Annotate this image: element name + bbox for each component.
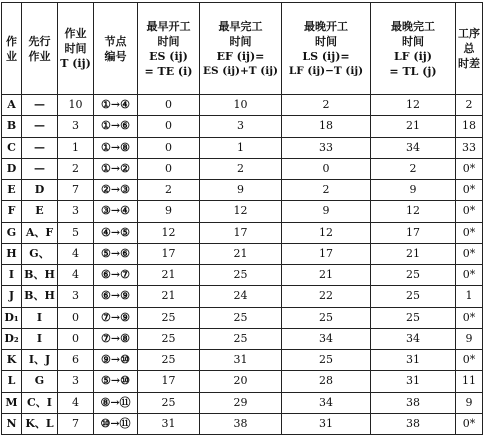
cell-predecessor: — (22, 158, 58, 179)
cell-es: 0 (138, 137, 200, 158)
header-line: 作业 (28, 49, 51, 63)
cell-ef: 25 (200, 307, 282, 328)
cell-lf: 2 (371, 158, 456, 179)
cell-lf: 12 (371, 95, 456, 116)
cell-es: 31 (138, 413, 200, 434)
cell-lf: 21 (371, 243, 456, 264)
cell-predecessor: B、H (22, 286, 58, 307)
cell-lf: 12 (371, 201, 456, 222)
cell-total-slack: 18 (456, 116, 483, 137)
schedule-table (1, 2, 483, 435)
cell-task: B (2, 116, 22, 137)
header-line: T (ij) (60, 57, 91, 70)
cell-total-slack: 0* (456, 201, 483, 222)
cell-duration: 10 (58, 95, 94, 116)
cell-ls: 22 (282, 286, 371, 307)
cell-ef: 9 (200, 180, 282, 201)
cell-es: 25 (138, 392, 200, 413)
cell-ef: 31 (200, 350, 282, 371)
header-line: EF (ij)= (216, 49, 265, 63)
header-line: 最晚完工 (391, 19, 435, 33)
cell-ls: 0 (282, 158, 371, 179)
cell-ls: 34 (282, 328, 371, 349)
cell-ef: 21 (200, 243, 282, 264)
table-row (2, 392, 483, 413)
header-line: 最晚开工 (304, 19, 348, 33)
cell-duration: 0 (58, 328, 94, 349)
header-line: 时间 (229, 34, 252, 48)
cell-lf: 34 (371, 137, 456, 158)
cell-es: 25 (138, 307, 200, 328)
header-line: 最早开工 (146, 19, 191, 33)
cell-duration: 3 (58, 201, 94, 222)
table-row (2, 328, 483, 349)
cell-predecessor: I、J (22, 350, 58, 371)
cell-predecessor: C、I (22, 392, 58, 413)
cell-es: 21 (138, 286, 200, 307)
cell-es: 17 (138, 243, 200, 264)
cell-ef: 20 (200, 371, 282, 392)
cell-total-slack: 1 (456, 286, 483, 307)
cell-duration: 7 (58, 413, 94, 434)
table-row (2, 243, 483, 264)
cell-duration: 7 (58, 180, 94, 201)
cell-predecessor: — (22, 116, 58, 137)
cell-ef: 17 (200, 222, 282, 243)
cell-duration: 4 (58, 392, 94, 413)
cell-ls: 2 (282, 180, 371, 201)
header-predecessor (22, 3, 58, 95)
cell-total-slack: 0* (456, 158, 483, 179)
cell-predecessor: G (22, 371, 58, 392)
cell-ef: 1 (200, 137, 282, 158)
header-line: LF (ij) (394, 49, 432, 63)
header-ls (282, 3, 371, 95)
cell-lf: 31 (371, 371, 456, 392)
cell-node: ⑧→⑪ (94, 392, 138, 413)
header-line: 编号 (104, 49, 127, 63)
cell-es: 25 (138, 350, 200, 371)
header-line: LS (ij)= (302, 49, 350, 63)
cell-task: M (2, 392, 22, 413)
cell-node: ①→② (94, 158, 138, 179)
cell-ls: 18 (282, 116, 371, 137)
header-line: LF (ij)−T (ij) (288, 64, 364, 77)
cell-node: ⑤→⑩ (94, 371, 138, 392)
header-task (2, 3, 22, 95)
table-row (2, 350, 483, 371)
cell-total-slack: 0* (456, 307, 483, 328)
cell-ef: 25 (200, 328, 282, 349)
cell-predecessor: B、H (22, 265, 58, 286)
cell-node: ①→④ (94, 95, 138, 116)
cell-task: F (2, 201, 22, 222)
cell-es: 12 (138, 222, 200, 243)
table-row (2, 95, 483, 116)
cell-lf: 25 (371, 286, 456, 307)
cell-node: ①→⑧ (94, 137, 138, 158)
cell-task: I (2, 265, 22, 286)
cell-ls: 25 (282, 350, 371, 371)
cell-predecessor: I (22, 328, 58, 349)
header-line: 业 (6, 49, 17, 63)
table-row (2, 222, 483, 243)
cell-duration: 5 (58, 222, 94, 243)
table-row (2, 201, 483, 222)
cell-node: ①→⑥ (94, 116, 138, 137)
table-row (2, 371, 483, 392)
cell-duration: 3 (58, 116, 94, 137)
header-lf (371, 3, 456, 95)
header-total-slack (456, 3, 483, 95)
header-line: 时间 (315, 34, 337, 48)
cell-predecessor: E (22, 201, 58, 222)
cell-task: G (2, 222, 22, 243)
cell-predecessor: A、F (22, 222, 58, 243)
cell-node: ⑥→⑦ (94, 265, 138, 286)
cell-duration: 0 (58, 307, 94, 328)
cell-es: 17 (138, 371, 200, 392)
cell-lf: 25 (371, 265, 456, 286)
cell-node: ②→③ (94, 180, 138, 201)
cell-ls: 33 (282, 137, 371, 158)
header-duration (58, 3, 94, 95)
cell-predecessor: D (22, 180, 58, 201)
cell-ls: 34 (282, 392, 371, 413)
cell-task: D₁ (2, 307, 22, 328)
cell-task: C (2, 137, 22, 158)
cell-task: L (2, 371, 22, 392)
cell-es: 9 (138, 201, 200, 222)
cell-total-slack: 33 (456, 137, 483, 158)
cell-node: ④→⑤ (94, 222, 138, 243)
cell-total-slack: 0* (456, 222, 483, 243)
cell-node: ⑩→⑪ (94, 413, 138, 434)
cell-lf: 17 (371, 222, 456, 243)
cell-es: 0 (138, 116, 200, 137)
cell-duration: 1 (58, 137, 94, 158)
cell-duration: 4 (58, 265, 94, 286)
header-line: ES (ij) (149, 49, 188, 63)
cell-node: ⑦→⑨ (94, 307, 138, 328)
cell-ef: 12 (200, 201, 282, 222)
cell-task: J (2, 286, 22, 307)
cell-ef: 25 (200, 265, 282, 286)
header-es (138, 3, 200, 95)
header-line: ES (ij)+T (ij) (203, 64, 278, 77)
table-row (2, 137, 483, 158)
cell-es: 25 (138, 328, 200, 349)
header-line: 总 (463, 42, 475, 55)
cell-total-slack: 0* (456, 413, 483, 434)
table-row (2, 286, 483, 307)
cell-ls: 28 (282, 371, 371, 392)
cell-predecessor: G、 (22, 243, 58, 264)
cell-lf: 9 (371, 180, 456, 201)
cell-es: 0 (138, 95, 200, 116)
cell-es: 2 (138, 180, 200, 201)
cell-duration: 3 (58, 371, 94, 392)
cell-total-slack: 11 (456, 371, 483, 392)
cell-lf: 34 (371, 328, 456, 349)
cell-total-slack: 0* (456, 350, 483, 371)
cell-lf: 21 (371, 116, 456, 137)
cell-ls: 25 (282, 307, 371, 328)
cell-duration: 6 (58, 350, 94, 371)
cell-duration: 2 (58, 158, 94, 179)
cell-duration: 4 (58, 243, 94, 264)
table-row (2, 116, 483, 137)
cell-node: ③→④ (94, 201, 138, 222)
cell-ls: 17 (282, 243, 371, 264)
cell-ls: 9 (282, 201, 371, 222)
cell-task: D (2, 158, 22, 179)
cell-predecessor: I (22, 307, 58, 328)
cell-ls: 21 (282, 265, 371, 286)
header-line: 时间 (402, 34, 424, 48)
table-row (2, 265, 483, 286)
cell-task: N (2, 413, 22, 434)
header-line: 节点 (104, 34, 127, 48)
cell-duration: 3 (58, 286, 94, 307)
header-line: 最早完工 (218, 19, 263, 33)
header-line: 时差 (458, 57, 480, 70)
cell-ef: 3 (200, 116, 282, 137)
cell-lf: 25 (371, 307, 456, 328)
header-row (2, 3, 483, 95)
cell-ls: 2 (282, 95, 371, 116)
cell-task: D₂ (2, 328, 22, 349)
cell-total-slack: 0* (456, 243, 483, 264)
cell-lf: 38 (371, 392, 456, 413)
cell-ef: 10 (200, 95, 282, 116)
table-row (2, 158, 483, 179)
cell-total-slack: 2 (456, 95, 483, 116)
cell-node: ⑨→⑩ (94, 350, 138, 371)
header-ef (200, 3, 282, 95)
cell-ef: 24 (200, 286, 282, 307)
header-line: 工序 (458, 27, 480, 40)
cell-task: K (2, 350, 22, 371)
table-body (2, 95, 483, 435)
cell-task: E (2, 180, 22, 201)
cell-predecessor: K、L (22, 413, 58, 434)
cell-es: 21 (138, 265, 200, 286)
cell-node: ⑥→⑨ (94, 286, 138, 307)
header-line: 先行 (28, 34, 51, 48)
header-line: 作业 (64, 27, 87, 40)
cell-total-slack: 0* (456, 265, 483, 286)
cell-total-slack: 0* (456, 180, 483, 201)
cell-predecessor: — (22, 95, 58, 116)
cell-ef: 29 (200, 392, 282, 413)
cell-ef: 2 (200, 158, 282, 179)
cell-lf: 31 (371, 350, 456, 371)
cell-total-slack: 9 (456, 328, 483, 349)
table-row (2, 180, 483, 201)
header-line: 时间 (157, 34, 180, 48)
header-line: 时间 (64, 42, 87, 55)
cell-lf: 38 (371, 413, 456, 434)
header-node (94, 3, 138, 95)
cell-node: ⑦→⑧ (94, 328, 138, 349)
cell-task: H (2, 243, 22, 264)
header-line: = TE (i) (144, 64, 193, 78)
cell-task: A (2, 95, 22, 116)
cell-node: ⑤→⑥ (94, 243, 138, 264)
cell-predecessor: — (22, 137, 58, 158)
cell-es: 0 (138, 158, 200, 179)
header-line: 作 (6, 34, 17, 48)
cell-ef: 38 (200, 413, 282, 434)
table-row (2, 413, 483, 434)
cell-ls: 31 (282, 413, 371, 434)
cell-total-slack: 9 (456, 392, 483, 413)
cell-ls: 12 (282, 222, 371, 243)
table-row (2, 307, 483, 328)
header-line: = TL (j) (389, 64, 437, 78)
